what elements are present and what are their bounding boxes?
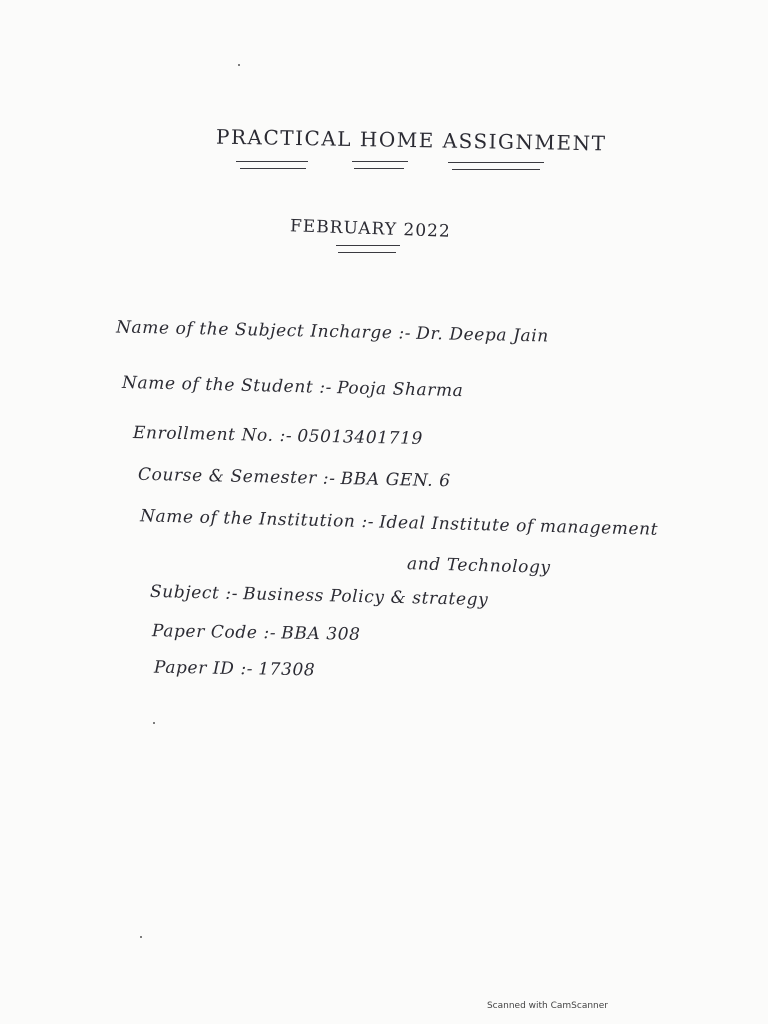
field-label: Enrollment No. :- (132, 422, 293, 447)
field-value: 05013401719 (297, 426, 424, 450)
title-underline (452, 169, 540, 170)
field-label: Course & Semester :- (137, 464, 336, 489)
paper-speck (153, 722, 155, 724)
field-label: Paper Code :- (151, 621, 277, 644)
title-underline (236, 161, 308, 162)
field-paper-id (154, 658, 316, 681)
paper-speck (140, 936, 142, 938)
page-title: PRACTICAL HOME ASSIGNMENT (215, 124, 607, 156)
field-label: Paper ID :- (153, 657, 254, 680)
title-underline (240, 168, 306, 169)
field-label: Subject :- (149, 581, 239, 605)
field-label: Name of the Student :- (121, 372, 333, 398)
field-value: 17308 (258, 659, 316, 681)
title-underline (352, 161, 408, 162)
date-underline (338, 252, 396, 253)
field-institution (140, 506, 659, 540)
paper-speck (238, 64, 240, 66)
assignment-date: FEBRUARY 2022 (289, 216, 452, 242)
field-value: Ideal Institute of management (378, 512, 659, 540)
field-paper-code (152, 621, 361, 645)
field-label: Name of the Subject Incharge :- (115, 317, 412, 344)
field-label: Name of the Institution :- (139, 506, 375, 533)
field-value: Dr. Deepa Jain (416, 323, 550, 347)
field-value: Business Policy & strategy (242, 584, 489, 611)
date-underline (336, 245, 400, 246)
field-value-continued: and Technology (406, 554, 551, 578)
field-enrollment (133, 423, 423, 449)
scanner-watermark: Scanned with CamScanner (486, 1001, 608, 1011)
field-value: BBA GEN. 6 (340, 468, 451, 492)
field-value: BBA 308 (281, 623, 361, 645)
field-value: Pooja Sharma (336, 378, 464, 402)
field-subject (150, 582, 489, 610)
field-course-semester (138, 465, 451, 492)
field-student-name (122, 373, 464, 401)
field-subject-incharge (116, 317, 549, 346)
title-underline (448, 162, 544, 163)
title-underline (354, 168, 404, 169)
